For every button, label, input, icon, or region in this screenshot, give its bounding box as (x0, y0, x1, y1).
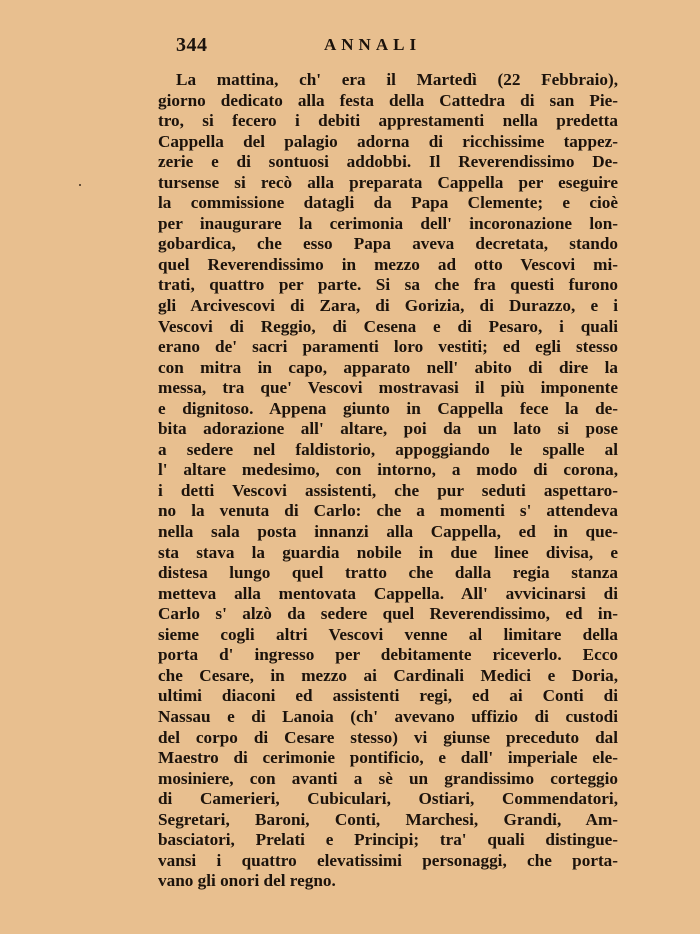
text-line: tursense si recò alla preparata Cappella per eseguire (158, 172, 618, 192)
text-line: nella sala posta innanzi alla Cappella, ed in que- (158, 522, 618, 542)
text-line: porta d' ingresso per debitamente riceverlo. Ecco (158, 645, 618, 665)
text-line: no la venuta di Carlo: che a momenti s' attendeva (158, 501, 618, 521)
text-line: Carlo s' alzò da sedere quel Reverendissimo, ed in- (158, 604, 618, 624)
text-line: la commissione datagli da Papa Clemente; e cioè (158, 193, 618, 213)
text-line: trati, quattro per parte. Si sa che fra questi furono (158, 275, 618, 295)
text-line: l' altare medesimo, con intorno, a modo di corona, (158, 460, 618, 480)
ink-speck (79, 184, 81, 186)
text-line: mosiniere, con avanti a sè un grandissimo corteggio (158, 768, 618, 788)
text-line: tro, si fecero i debiti apprestamenti nella predetta (158, 111, 618, 131)
text-line: e dignitoso. Appena giunto in Cappella fece la de- (158, 398, 618, 418)
text-line: ultimi diaconi ed assistenti regi, ed ai Conti di (158, 686, 618, 706)
text-line: vansi i quattro elevatissimi personaggi, che porta- (158, 850, 618, 870)
text-line: sieme cogli altri Vescovi venne al limitare della (158, 624, 618, 644)
text-line: gli Arcivescovi di Zara, di Gorizia, di Durazzo, e i (158, 296, 618, 316)
text-line: del corpo di Cesare stesso) vi giunse preceduto dal (158, 727, 618, 747)
text-line: per inaugurare la cerimonia dell' incoronazione lon- (158, 213, 618, 233)
text-line: a sedere nel faldistorio, appoggiando le spalle al (158, 439, 618, 459)
text-line: sta stava la guardia nobile in due linee divisa, e (158, 542, 618, 562)
text-line: Cappella del palagio adorna di ricchissime tappez- (158, 131, 618, 151)
text-line: Segretari, Baroni, Conti, Marchesi, Grandi, Am- (158, 809, 618, 829)
text-line: con mitra in capo, apparato nell' abito di dire la (158, 357, 618, 377)
text-line: erano de' sacri paramenti loro vestiti; ed egli stesso (158, 337, 618, 357)
page-number: 344 (176, 34, 208, 56)
text-line: giorno dedicato alla festa della Cattedra di san Pie- (158, 90, 618, 110)
text-line: bita adorazione all' altare, poi da un lato si pose (158, 419, 618, 439)
text-line: Vescovi di Reggio, di Cesena e di Pesaro, i quali (158, 316, 618, 336)
text-line: messa, tra que' Vescovi mostravasi il più imponente (158, 378, 618, 398)
text-line: di Camerieri, Cubiculari, Ostiari, Commendatori, (158, 789, 618, 809)
text-line: metteva alla mentovata Cappella. All' avvicinarsi di (158, 583, 618, 603)
text-line: i detti Vescovi assistenti, che pur seduti aspettaro- (158, 480, 618, 500)
text-line: vano gli onori del regno. (158, 871, 336, 891)
text-line: che Cesare, in mezzo ai Cardinali Medici e Doria, (158, 665, 618, 685)
text-line: basciatori, Prelati e Principi; tra' quali distingue- (158, 830, 618, 850)
running-head (176, 34, 618, 58)
running-title: ANNALI (324, 35, 422, 54)
text-line: distesa lungo quel tratto che dalla regia stanza (158, 563, 618, 583)
text-line: Maestro di cerimonie pontificio, e dall' imperiale ele- (158, 748, 618, 768)
text-line: gobardica, che esso Papa aveva decretata, stando (158, 234, 618, 254)
text-line: La mattina, ch' era il Martedì (22 Febbraio), (176, 70, 618, 89)
text-line: quel Reverendissimo in mezzo ad otto Vescovi mi- (158, 254, 618, 274)
text-line: zerie e di sontuosi addobbi. Il Reverendissimo De- (158, 152, 618, 172)
text-line: Nassau e di Lanoia (ch' avevano uffizio di custodi (158, 706, 618, 726)
body-text (158, 70, 618, 892)
